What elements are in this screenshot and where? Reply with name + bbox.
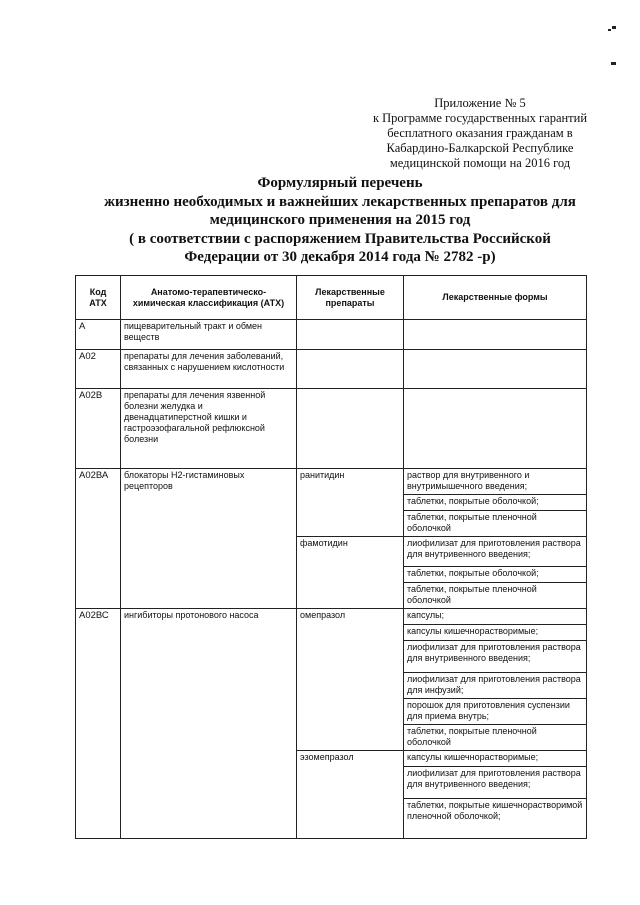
form-cell: капсулы кишечнорастворимые; <box>404 751 587 767</box>
title-line: Федерации от 30 декабря 2014 года № 2782 -р) <box>184 249 496 265</box>
form-cell: капсулы кишечнорастворимые; <box>404 625 587 641</box>
appendix-line: к Программе государственных гарантий <box>372 111 588 125</box>
form-cell: таблетки, покрытые пленочной оболочкой <box>404 725 587 751</box>
form-cell: таблетки, покрытые кишечнорастворимой пленочной оболочкой; <box>404 799 587 839</box>
drug-cell: омепразол <box>297 609 404 751</box>
title-line: медицинского применения на 2015 год <box>209 212 471 228</box>
atc-code-cell: А02 <box>76 350 121 389</box>
atc-code-cell: А02В <box>76 389 121 469</box>
drug-cell: ранитидин <box>297 469 404 537</box>
form-cell: таблетки, покрытые пленочной оболочкой <box>404 583 587 609</box>
drug-cell <box>297 350 404 389</box>
appendix-line: бесплатного оказания гражданам в <box>387 126 573 140</box>
atc-class-cell: блокаторы Н2-гистаминовых рецепторов <box>121 469 297 609</box>
appendix-block <box>330 96 630 171</box>
header-dosage-forms: Лекарственные формы <box>404 276 587 320</box>
header-drugs: Лекарственные препараты <box>297 276 404 320</box>
title-line: ( в соответствии с распоряжением Правительства Российской <box>129 230 551 247</box>
appendix-line: Кабардино-Балкарской Республике <box>386 141 574 155</box>
form-cell: лиофилизат для приготовления раствора для внутривенного введения; <box>404 537 587 567</box>
form-cell: таблетки, покрытые оболочкой; <box>404 495 587 511</box>
drug-cell: фамотидин <box>297 537 404 609</box>
atc-class-cell: препараты для лечения заболеваний, связанных с нарушением кислотности <box>121 350 297 389</box>
form-cell: раствор для внутривенного и внутримышечного введения; <box>404 469 587 495</box>
atc-class-cell: ингибиторы протонового насоса <box>121 609 297 839</box>
form-cell: капсулы; <box>404 609 587 625</box>
header-atc-classification: Анатомо-терапевтическо-химическая классификация (АТХ) <box>121 276 297 320</box>
atc-class-cell: пищеварительный тракт и обмен веществ <box>121 320 297 350</box>
drug-cell <box>297 320 404 350</box>
atc-code-cell: А02ВС <box>76 609 121 839</box>
atc-code-cell: А02ВА <box>76 469 121 609</box>
form-cell: лиофилизат для приготовления раствора для внутривенного введения; <box>404 767 587 799</box>
form-cell <box>404 320 587 350</box>
header-atc-code: Код АТХ <box>76 276 121 320</box>
form-cell: порошок для приготовления суспензии для приема внутрь; <box>404 699 587 725</box>
form-cell <box>404 389 587 469</box>
title-line: Формулярный перечень <box>257 175 423 191</box>
form-cell: таблетки, покрытые оболочкой; <box>404 567 587 583</box>
atc-class-cell: препараты для лечения язвенной болезни желудка и двенадцатиперстной кишки и гастроэзофагальной рефлюксной болезни <box>121 389 297 469</box>
form-cell <box>404 350 587 389</box>
appendix-line: медицинской помощи на 2016 год <box>389 156 571 170</box>
drug-cell: эзомепразол <box>297 751 404 839</box>
drug-cell <box>297 389 404 469</box>
scan-specks <box>606 26 618 66</box>
drug-table <box>75 275 587 839</box>
appendix-line: Приложение № 5 <box>434 96 526 110</box>
document-title <box>60 174 620 267</box>
form-cell: таблетки, покрытые пленочной оболочкой <box>404 511 587 537</box>
form-cell: лиофилизат для приготовления раствора для внутривенного введения; <box>404 641 587 673</box>
title-line: жизненно необходимых и важнейших лекарственных препаратов для <box>104 193 576 210</box>
form-cell: лиофилизат для приготовления раствора для инфузий; <box>404 673 587 699</box>
atc-code-cell: А <box>76 320 121 350</box>
